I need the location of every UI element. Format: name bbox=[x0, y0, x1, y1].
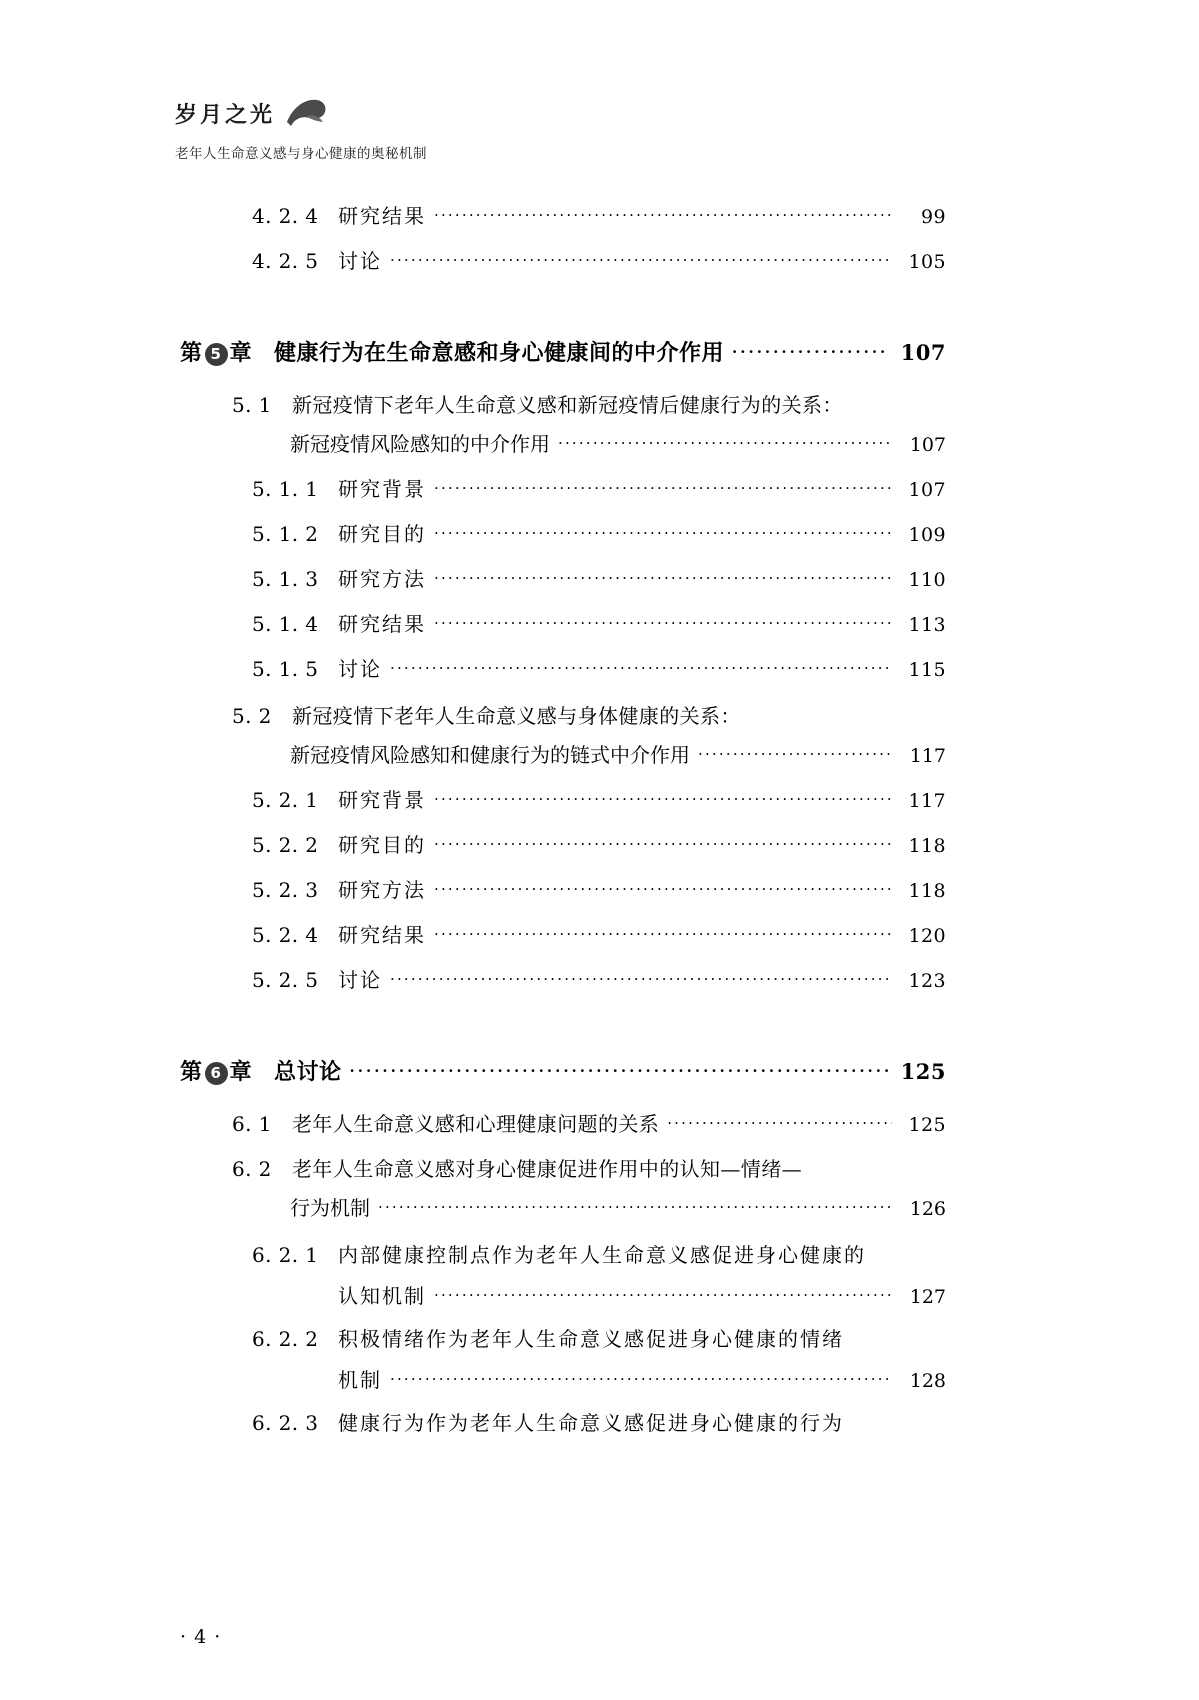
entry-page: 117 bbox=[909, 745, 946, 767]
entry-number: 6. 1 bbox=[232, 1112, 272, 1136]
chapter-page: 107 bbox=[900, 340, 946, 365]
toc-entry[interactable] bbox=[252, 829, 946, 858]
entry-title: 讨论 bbox=[338, 968, 382, 992]
entry-title: 健康行为作为老年人生命意义感促进身心健康的行为 bbox=[338, 1411, 844, 1435]
entry-page: 128 bbox=[909, 1370, 946, 1392]
entry-title: 讨论 bbox=[338, 249, 382, 273]
entry-page: 120 bbox=[908, 925, 946, 947]
entry-number: 6. 2. 3 bbox=[252, 1411, 319, 1435]
toc-chapter-6[interactable] bbox=[180, 1055, 946, 1086]
toc-entry[interactable] bbox=[252, 784, 946, 813]
page-header bbox=[175, 96, 775, 162]
book-title: 岁月之光 bbox=[175, 102, 276, 129]
toc-entry[interactable] bbox=[252, 874, 946, 903]
leader-dots bbox=[698, 745, 892, 763]
leader-dots bbox=[732, 343, 888, 361]
leader-dots bbox=[390, 659, 892, 677]
toc-entry[interactable] bbox=[252, 653, 946, 682]
entry-title: 研究结果 bbox=[338, 923, 426, 947]
toc-entry-continuation[interactable] bbox=[338, 1364, 946, 1393]
entry-number: 5. 1. 4 bbox=[252, 612, 319, 636]
entry-page: 127 bbox=[909, 1286, 946, 1308]
entry-title: 讨论 bbox=[338, 657, 382, 681]
entry-title-continued: 行为机制 bbox=[290, 1196, 370, 1220]
leader-dots bbox=[667, 1114, 892, 1132]
entry-number: 5. 1. 3 bbox=[252, 567, 319, 591]
entry-number: 4. 2. 4 bbox=[252, 204, 319, 228]
chapter-title: 健康行为在生命意感和身心健康间的中介作用 bbox=[274, 340, 725, 366]
entry-title: 研究方法 bbox=[338, 567, 426, 591]
toc-section-5-2-continuation[interactable] bbox=[290, 739, 946, 768]
toc-entry[interactable] bbox=[252, 1323, 946, 1352]
entry-title-continued: 新冠疫情风险感知和健康行为的链式中介作用 bbox=[290, 743, 690, 767]
leader-dots bbox=[434, 614, 892, 632]
entry-number: 5. 1. 1 bbox=[252, 477, 319, 501]
entry-number: 5. 1. 5 bbox=[252, 657, 319, 681]
entry-number: 6. 2. 1 bbox=[252, 1243, 319, 1267]
entry-title-continued: 认知机制 bbox=[338, 1284, 426, 1308]
page-number-footer: · 4 · bbox=[180, 1626, 222, 1648]
entry-number: 4. 2. 5 bbox=[252, 249, 319, 273]
toc-section-5-2[interactable] bbox=[232, 700, 946, 729]
entry-title: 研究结果 bbox=[338, 612, 426, 636]
leader-dots bbox=[434, 479, 892, 497]
entry-page: 110 bbox=[908, 569, 946, 591]
leader-dots bbox=[390, 1370, 892, 1388]
toc-section-5-1[interactable] bbox=[232, 389, 946, 418]
leader-dots bbox=[434, 925, 892, 943]
entry-number: 6. 2 bbox=[232, 1157, 272, 1181]
entry-title: 新冠疫情下老年人生命意义感和新冠疫情后健康行为的关系： bbox=[292, 393, 843, 417]
chapter-title: 总讨论 bbox=[274, 1059, 342, 1085]
chapter-page: 125 bbox=[900, 1059, 946, 1084]
leader-dots bbox=[434, 524, 892, 542]
entry-page: 115 bbox=[908, 659, 946, 681]
entry-title: 研究结果 bbox=[338, 204, 426, 228]
toc-entry[interactable] bbox=[252, 200, 946, 229]
entry-title: 研究目的 bbox=[338, 833, 426, 857]
entry-title: 研究背景 bbox=[338, 788, 426, 812]
spacer bbox=[0, 993, 1199, 1055]
entry-number: 5. 2. 5 bbox=[252, 968, 319, 992]
entry-title: 研究方法 bbox=[338, 878, 426, 902]
leader-dots bbox=[434, 1286, 892, 1304]
toc-entry[interactable] bbox=[252, 1407, 946, 1436]
chapter-number: 5 bbox=[205, 343, 228, 366]
bird-silhouette-icon bbox=[283, 96, 329, 135]
entry-page: 107 bbox=[909, 434, 946, 456]
entry-page: 118 bbox=[908, 835, 946, 857]
chapter-suffix: 章 bbox=[229, 340, 253, 366]
chapter-label bbox=[180, 336, 252, 367]
entry-title: 研究目的 bbox=[338, 522, 426, 546]
entry-number: 5. 1 bbox=[232, 393, 272, 417]
toc-chapter-5[interactable] bbox=[180, 336, 946, 367]
table-of-contents bbox=[0, 200, 1199, 1436]
toc-entry[interactable] bbox=[252, 964, 946, 993]
entry-title: 内部健康控制点作为老年人生命意义感促进身心健康的 bbox=[338, 1243, 866, 1267]
toc-entry[interactable] bbox=[252, 245, 946, 274]
chapter-prefix: 第 bbox=[180, 1059, 203, 1085]
entry-page: 117 bbox=[908, 790, 946, 812]
entry-page: 126 bbox=[909, 1198, 946, 1220]
toc-section-6-2[interactable] bbox=[232, 1153, 946, 1182]
entry-title: 老年人生命意义感和心理健康问题的关系 bbox=[292, 1112, 660, 1136]
chapter-number: 6 bbox=[205, 1062, 228, 1085]
entry-title-continued: 机制 bbox=[338, 1368, 382, 1392]
toc-entry[interactable] bbox=[252, 473, 946, 502]
toc-entry[interactable] bbox=[252, 1239, 946, 1268]
chapter-label bbox=[180, 1055, 252, 1086]
entry-number: 5. 2. 4 bbox=[252, 923, 319, 947]
leader-dots bbox=[390, 970, 892, 988]
entry-title: 积极情绪作为老年人生命意义感促进身心健康的情绪 bbox=[338, 1327, 844, 1351]
toc-entry[interactable] bbox=[252, 608, 946, 637]
toc-entry[interactable] bbox=[252, 518, 946, 547]
chapter-suffix: 章 bbox=[229, 1059, 253, 1085]
entry-page: 105 bbox=[908, 251, 946, 273]
entry-number: 6. 2. 2 bbox=[252, 1327, 319, 1351]
leader-dots bbox=[434, 206, 892, 224]
toc-section-6-2-continuation[interactable] bbox=[290, 1192, 946, 1221]
toc-entry[interactable] bbox=[252, 919, 946, 948]
leader-dots bbox=[434, 569, 892, 587]
toc-section-5-1-continuation[interactable] bbox=[290, 428, 946, 457]
entry-number: 5. 2. 3 bbox=[252, 878, 319, 902]
entry-number: 5. 2. 1 bbox=[252, 788, 319, 812]
toc-entry[interactable] bbox=[252, 563, 946, 592]
leader-dots bbox=[434, 790, 892, 808]
entry-title: 新冠疫情下老年人生命意义感与身体健康的关系： bbox=[292, 704, 741, 728]
entry-title: 研究背景 bbox=[338, 477, 426, 501]
entry-page: 113 bbox=[908, 614, 946, 636]
entry-page: 109 bbox=[908, 524, 946, 546]
spacer bbox=[0, 274, 1199, 336]
toc-section-6-1[interactable] bbox=[232, 1108, 946, 1137]
leader-dots bbox=[350, 1062, 888, 1080]
leader-dots bbox=[390, 251, 892, 269]
leader-dots bbox=[434, 880, 892, 898]
toc-entry-continuation[interactable] bbox=[338, 1280, 946, 1309]
leader-dots bbox=[434, 835, 892, 853]
entry-page: 99 bbox=[921, 206, 946, 228]
book-subtitle: 老年人生命意义感与身心健康的奥秘机制 bbox=[175, 146, 427, 162]
entry-number: 5. 1. 2 bbox=[252, 522, 319, 546]
entry-page: 118 bbox=[908, 880, 946, 902]
entry-page: 107 bbox=[908, 479, 946, 501]
leader-dots bbox=[558, 434, 892, 452]
entry-title-continued: 新冠疫情风险感知的中介作用 bbox=[290, 432, 550, 456]
entry-number: 5. 2. 2 bbox=[252, 833, 319, 857]
entry-page: 125 bbox=[908, 1114, 946, 1136]
entry-title: 老年人生命意义感对身心健康促进作用中的认知—情绪— bbox=[292, 1157, 802, 1181]
chapter-prefix: 第 bbox=[180, 340, 203, 366]
entry-number: 5. 2 bbox=[232, 704, 272, 728]
leader-dots bbox=[378, 1198, 892, 1216]
entry-page: 123 bbox=[908, 970, 946, 992]
